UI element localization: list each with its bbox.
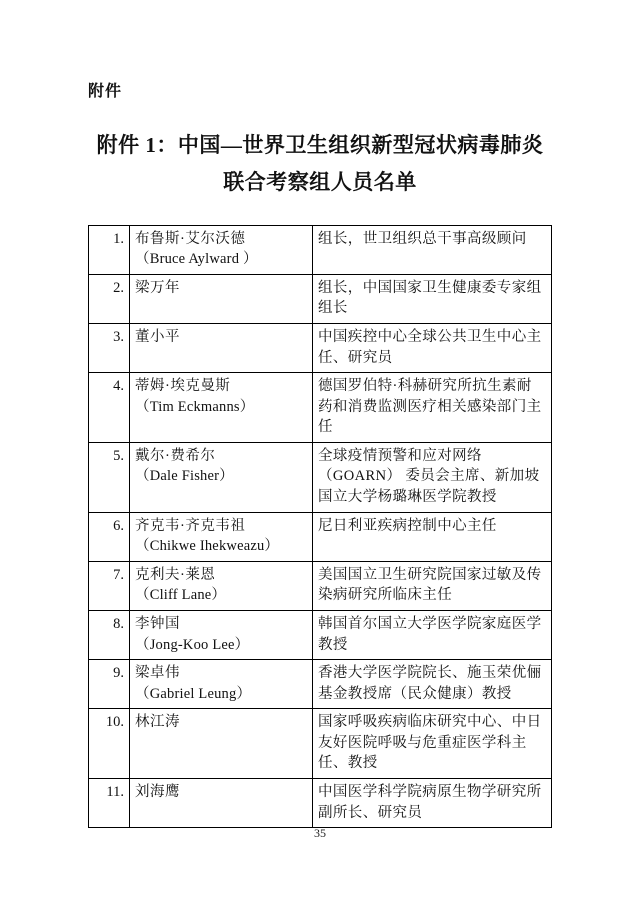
row-name-cn: 戴尔·费希尔 xyxy=(135,447,216,464)
row-number: 3. xyxy=(89,324,130,373)
row-name-cn: 林江涛 xyxy=(135,714,180,731)
row-name-cn: 克利夫·莱恩 xyxy=(135,566,216,583)
row-name-en: （Tim Eckmanns） xyxy=(135,398,255,415)
row-number: 5. xyxy=(89,442,130,512)
row-role: 中国疾控中心全球公共卫生中心主任、研究员 xyxy=(313,324,552,373)
row-name-en: （Dale Fisher） xyxy=(135,468,234,485)
row-role: 香港大学医学院院长、施玉荣优俪基金教授席（民众健康）教授 xyxy=(313,660,552,709)
row-name-cn: 董小平 xyxy=(135,329,180,345)
row-number: 4. xyxy=(89,373,130,443)
row-name xyxy=(130,778,313,827)
row-name xyxy=(130,561,313,610)
row-name xyxy=(130,442,313,512)
row-role: 全球疫情预警和应对网络（GOARN） 委员会主席、新加坡国立大学杨璐琳医学院教授 xyxy=(313,442,552,512)
row-role: 中国医学科学院病原生物学研究所副所长、研究员 xyxy=(313,778,552,827)
table-row xyxy=(89,561,552,610)
table-row xyxy=(89,778,552,827)
row-number: 10. xyxy=(89,709,130,779)
row-name xyxy=(130,373,313,443)
row-name xyxy=(130,225,313,274)
row-name-cn: 齐克韦·齐克韦祖 xyxy=(135,517,246,534)
row-role: 韩国首尔国立大学医学院家庭医学教授 xyxy=(313,610,552,659)
row-number: 6. xyxy=(89,512,130,561)
row-name-en: （Jong-Koo Lee） xyxy=(135,636,250,653)
row-role: 组长，世卫组织总干事高级顾问 xyxy=(313,225,552,274)
table-row xyxy=(89,512,552,561)
roster-table-body xyxy=(89,225,552,827)
row-name-cn: 梁万年 xyxy=(135,279,180,296)
row-name-cn: 梁卓伟 xyxy=(135,665,180,682)
page-title-line-1: 附件 1：中国—世界卫生组织新型冠状病毒肺炎 xyxy=(96,133,544,158)
row-number: 2. xyxy=(89,274,130,323)
table-row xyxy=(89,709,552,779)
attachment-label: 附件 xyxy=(88,83,123,100)
row-role: 美国国立卫生研究院国家过敏及传染病研究所临床主任 xyxy=(313,561,552,610)
table-row xyxy=(89,274,552,323)
row-role: 德国罗伯特·科赫研究所抗生素耐药和消费监测医疗相关感染部门主任 xyxy=(313,373,552,443)
row-number: 8. xyxy=(89,610,130,659)
row-name-cn: 布鲁斯·艾尔沃德 xyxy=(135,230,246,247)
table-row xyxy=(89,373,552,443)
table-row xyxy=(89,610,552,659)
page-title xyxy=(88,127,552,201)
row-name-cn: 李钟国 xyxy=(135,615,180,632)
row-name xyxy=(130,610,313,659)
row-role: 组长，中国国家卫生健康委专家组组长 xyxy=(313,274,552,323)
row-name-en: （Bruce Aylward ） xyxy=(135,251,258,268)
row-name xyxy=(130,512,313,561)
row-name xyxy=(130,324,313,373)
row-number: 1. xyxy=(89,225,130,274)
row-name-en: （Chikwe Ihekweazu） xyxy=(135,538,280,555)
table-row xyxy=(89,225,552,274)
page-number: 35 xyxy=(314,826,326,840)
roster-table xyxy=(88,225,552,828)
row-name-cn: 蒂姆·埃克曼斯 xyxy=(135,378,231,395)
row-name-en: （Gabriel Leung） xyxy=(135,685,252,702)
page-title-line-2: 联合考察组人员名单 xyxy=(223,169,417,194)
table-row xyxy=(89,324,552,373)
table-row xyxy=(89,660,552,709)
row-number: 7. xyxy=(89,561,130,610)
row-role: 国家呼吸疾病临床研究中心、中日友好医院呼吸与危重症医学科主任、教授 xyxy=(313,709,552,779)
row-number: 9. xyxy=(89,660,130,709)
row-name xyxy=(130,274,313,323)
row-number: 11. xyxy=(89,778,130,827)
row-name xyxy=(130,660,313,709)
row-name-en: （Cliff Lane） xyxy=(135,587,227,604)
row-role: 尼日利亚疾病控制中心主任 xyxy=(313,512,552,561)
row-name xyxy=(130,709,313,779)
table-row xyxy=(89,442,552,512)
row-name-cn: 刘海鹰 xyxy=(135,783,180,800)
